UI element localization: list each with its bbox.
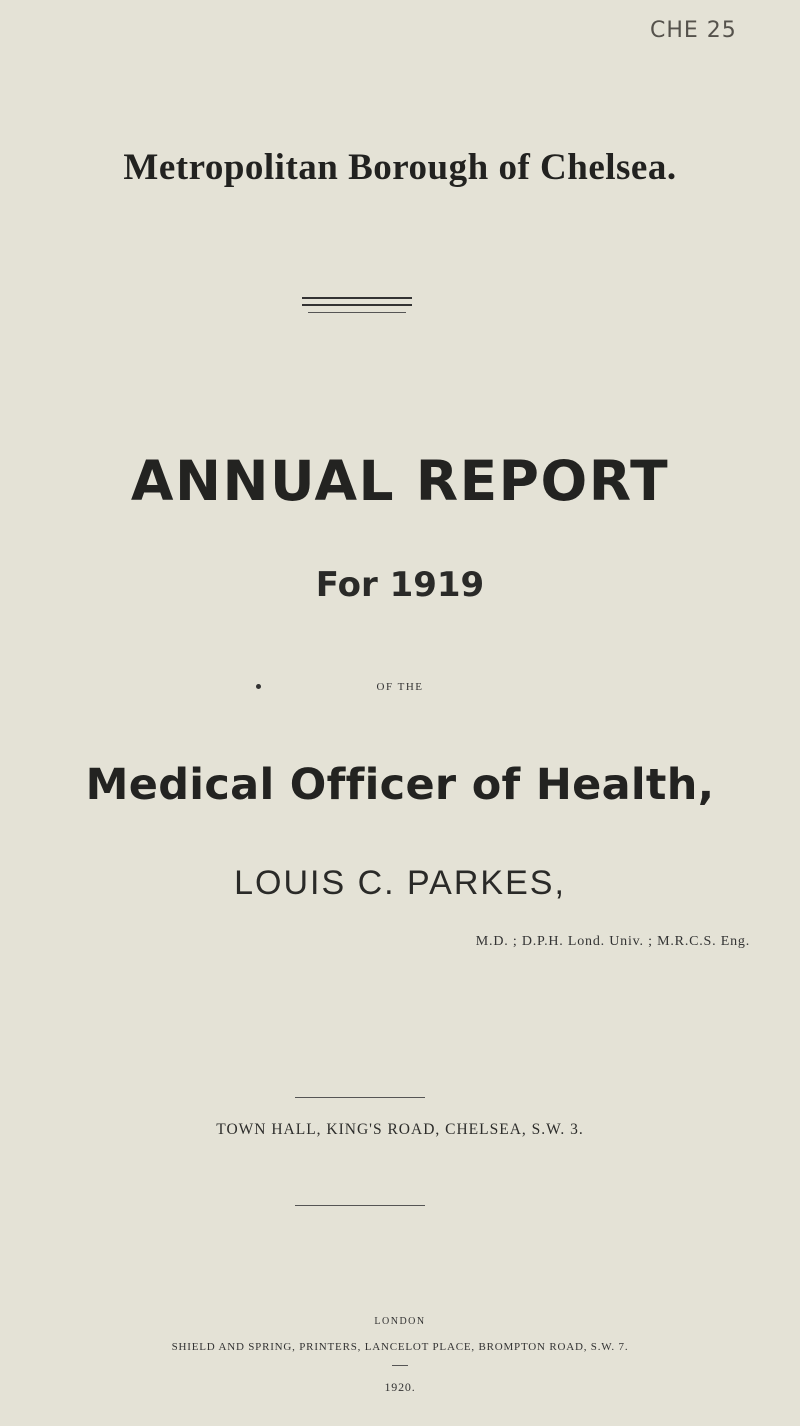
- report-title: ANNUAL REPORT: [130, 449, 670, 513]
- connector-text: OF THE: [376, 681, 424, 693]
- handwritten-reference-mark: CHE 25: [650, 18, 737, 43]
- author-name: LOUIS C. PARKES,: [234, 864, 566, 902]
- imprint-dash: [392, 1365, 408, 1366]
- imprint-printers: SHIELD AND SPRING, PRINTERS, LANCELOT PLACE, BROMPTON ROAD, S.W. 7.: [171, 1341, 629, 1353]
- double-rule-divider: [302, 297, 412, 306]
- imprint-year: 1920.: [384, 1380, 416, 1394]
- thin-rule-divider: [308, 312, 406, 313]
- section-divider-lower: [295, 1205, 425, 1206]
- report-year: For 1919: [315, 565, 485, 605]
- address-line: TOWN HALL, KING'S ROAD, CHELSEA, S.W. 3.: [216, 1121, 584, 1138]
- section-divider-upper: [295, 1097, 425, 1098]
- borough-heading: Metropolitan Borough of Chelsea.: [123, 147, 677, 188]
- imprint-city: LONDON: [374, 1316, 426, 1327]
- author-qualifications: M.D. ; D.P.H. Lond. Univ. ; M.R.C.S. Eng.: [475, 934, 750, 949]
- officer-title: Medical Officer of Health,: [85, 760, 715, 810]
